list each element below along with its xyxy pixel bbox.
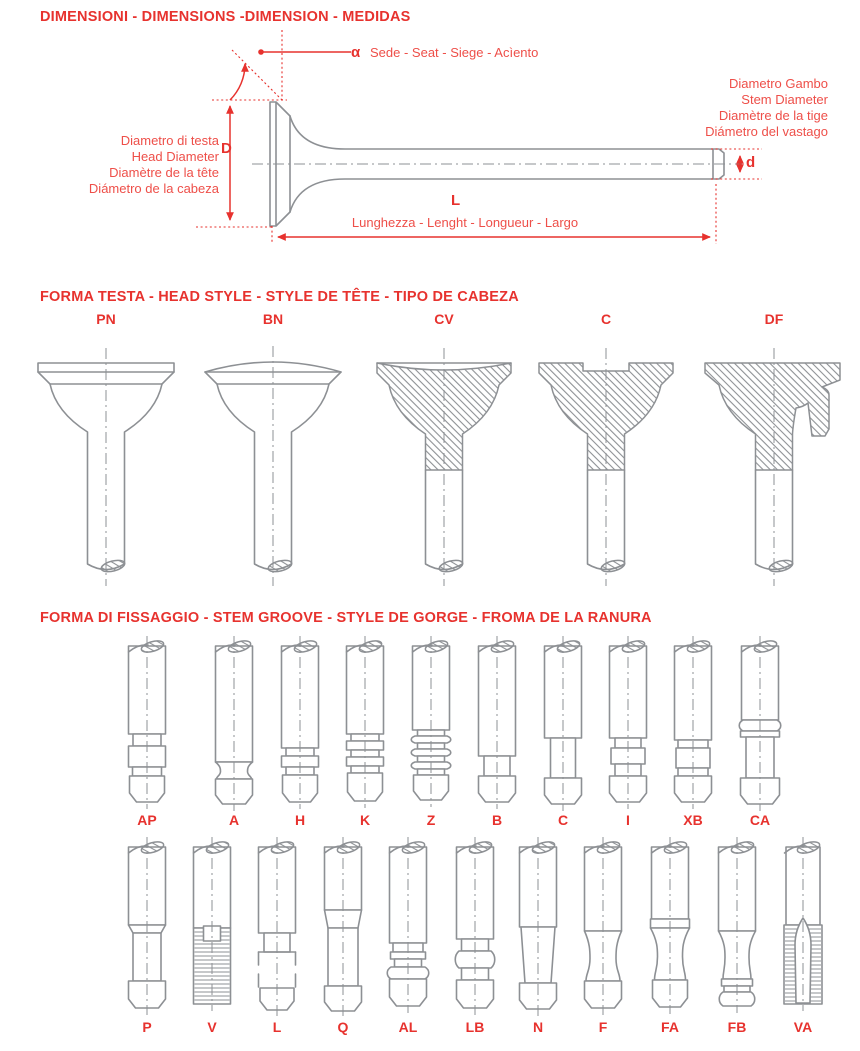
section-head-styles-title: FORMA TESTA - HEAD STYLE - STYLE DE TÊTE - TIPO DE CABEZA (40, 289, 519, 305)
stem-diameter-line: Diamètre de la tige (718, 108, 828, 123)
head-diameter-line: Diamètre de la tête (109, 165, 219, 180)
stem-groove-label-l: L (272, 1019, 282, 1035)
head-style-label-pn: PN (96, 311, 116, 327)
head-diameter-symbol: D (221, 140, 232, 157)
stem-groove-label-k: K (359, 812, 371, 828)
stem-diameter-symbol: d (746, 154, 756, 171)
length-label: Lunghezza - Lenght - Longueur - Largo (351, 215, 579, 230)
section-dimensions-title: DIMENSIONI - DIMENSIONS -DIMENSION - MEDIDAS (40, 9, 411, 25)
stem-groove-label-z: Z (426, 812, 436, 828)
seat-angle-symbol: α (351, 44, 361, 61)
stem-groove-label-f: F (598, 1019, 608, 1035)
stem-groove-label-h: H (294, 812, 306, 828)
stem-diameter-line: Stem Diameter (741, 92, 828, 107)
stem-groove-label-va: VA (793, 1019, 813, 1035)
stem-groove-label-ap: AP (137, 812, 157, 828)
stem-groove-label-fa: FA (661, 1019, 679, 1035)
stem-groove-label-b: B (491, 812, 503, 828)
head-diameter-line: Head Diameter (131, 149, 219, 164)
stem-groove-label-xb: XB (683, 812, 703, 828)
section-stem-grooves-title: FORMA DI FISSAGGIO - STEM GROOVE - STYLE DE GORGE - FROMA DE LA RANURA (40, 610, 652, 626)
stem-groove-label-n: N (532, 1019, 544, 1035)
stem-diameter-label (628, 76, 828, 140)
stem-diameter-line: Diametro Gambo (729, 76, 828, 91)
stem-groove-label-a: A (228, 812, 240, 828)
seat-label: Sede - Seat - Siege - Acìento (370, 45, 539, 60)
stem-groove-label-p: P (142, 1019, 152, 1035)
head-diameter-line: Diámetro de la cabeza (88, 181, 219, 196)
head-style-label-c: C (600, 311, 612, 327)
head-style-label-bn: BN (262, 311, 284, 327)
stem-groove-label-ca: CA (749, 812, 771, 828)
head-style-label-cv: CV (434, 311, 454, 327)
stem-diameter-line: Diámetro del vastago (705, 124, 828, 139)
head-diameter-line: Diametro di testa (120, 133, 219, 148)
stem-groove-label-lb: LB (465, 1019, 485, 1035)
stem-groove-label-c2: C (557, 812, 569, 828)
head-style-label-df: DF (764, 311, 784, 327)
stem-groove-label-fb: FB (727, 1019, 747, 1035)
stem-groove-label-al: AL (398, 1019, 418, 1035)
length-symbol: L (451, 192, 461, 209)
stem-groove-label-v: V (207, 1019, 217, 1035)
head-diameter-label (39, 133, 219, 197)
stem-groove-label-i: I (626, 812, 630, 828)
stem-groove-label-q: Q (337, 1019, 349, 1035)
